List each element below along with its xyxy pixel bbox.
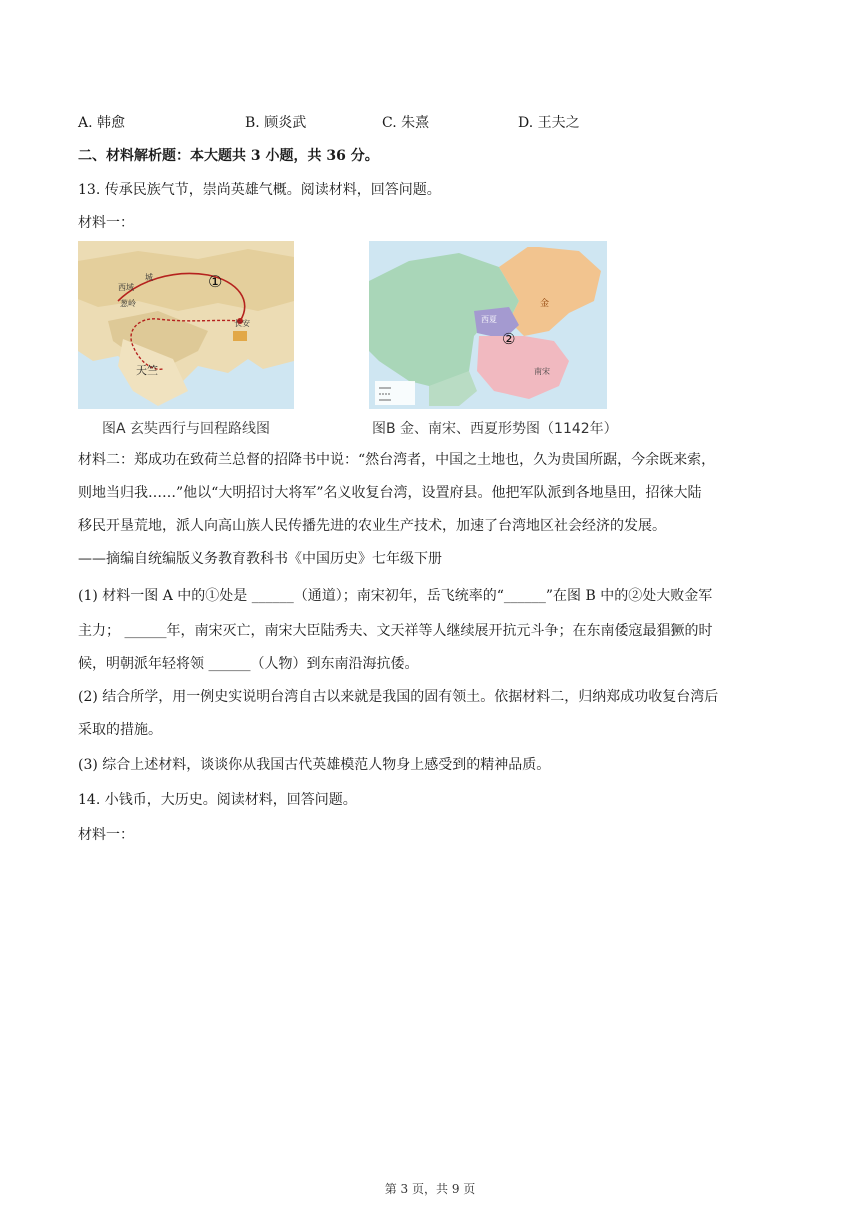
fig-a-caption: 图A 玄奘西行与回程路线图 (102, 421, 271, 437)
option-d[interactable]: D. 王夫之 (518, 115, 580, 131)
fig-a-label: 葱岭 (120, 299, 136, 308)
fig-a-marker: ① (208, 272, 223, 291)
q13-sub3: (3) 综合上述材料，谈谈你从我国古代英雄模范人物身上感受到的精神品质。 (78, 757, 551, 773)
material2-source: ——摘编自统编版义务教育教科书《中国历史》七年级下册 (78, 551, 442, 567)
fig-a-label: 天竺 (136, 364, 158, 377)
option-b[interactable]: B. 顾炎武 (245, 115, 307, 131)
fig-b-label: 金 (540, 299, 550, 309)
map-jin-song-xia (369, 241, 607, 409)
q13-sub2-line: (2) 结合所学，用一例史实说明台湾自古以来就是我国的固有领土。依据材料二，归纳郑成功收复台湾后 (78, 689, 719, 705)
fig-a-label: 城 (145, 273, 153, 282)
fig-b-label: 南宋 (534, 367, 550, 376)
page-footer: 第 3 页，共 9 页 (384, 1182, 476, 1196)
q13-sub1-line: (1) 材料一图 A 中的①处是 ______（通道）；南宋初年，岳飞统率的“______”在图 B 中的②处大败金军 (78, 588, 713, 604)
map-xuanzang-route (78, 241, 294, 409)
fig-b-label: 西夏 (481, 315, 497, 324)
material2-line: 则地当归我……”他以“大明招讨大将军”名义收复台湾，设置府县。他把军队派到各地垦田，招徕大陆 (78, 485, 702, 501)
material2-line: 材料二：郑成功在致荷兰总督的招降书中说：“然台湾者，中国之土地也，久为贵国所踞，今余既来索， (78, 452, 716, 468)
fig-a-label: 西域 (118, 283, 134, 292)
q14-material1-label: 材料一： (78, 827, 134, 843)
q13-material1-label: 材料一： (78, 215, 134, 231)
q14-stem: 14. 小钱币，大历史。阅读材料，回答问题。 (78, 792, 357, 808)
section-heading: 二、材料解析题：本大题共 3 小题，共 36 分。 (78, 148, 379, 164)
fig-b-caption: 图B 金、南宋、西夏形势图（1142年） (372, 421, 618, 437)
q13-sub1-line: 候，明朝派年轻将领 ______（人物）到东南沿海抗倭。 (78, 656, 419, 672)
option-c[interactable]: C. 朱熹 (382, 115, 430, 131)
q13-stem: 13. 传承民族气节，崇尚英雄气概。阅读材料，回答问题。 (78, 182, 441, 198)
fig-b-marker: ② (502, 330, 516, 348)
option-a[interactable]: A. 韩愈 (78, 115, 126, 131)
fig-a-label: 长安 (234, 319, 250, 328)
q13-sub2-line: 采取的措施。 (78, 722, 162, 738)
material2-line: 移民开垦荒地，派人向高山族人民传播先进的农业生产技术，加速了台湾地区社会经济的发展。 (78, 518, 666, 534)
q13-sub1-line: 主力； ______年，南宋灭亡，南宋大臣陆秀夫、文天祥等人继续展开抗元斗争；在东南倭寇最猖獗的时 (78, 623, 713, 639)
